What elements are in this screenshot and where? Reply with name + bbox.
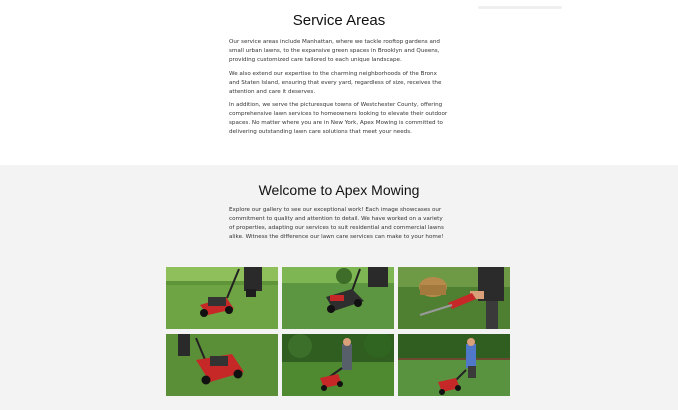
service-areas-section — [0, 0, 678, 165]
gallery-image-2[interactable] — [282, 267, 394, 329]
lawn-mower-photo — [282, 267, 394, 329]
lawn-mower-photo — [166, 267, 278, 329]
service-areas-paragraph-3: In addition, we serve the picturesque towns of Westchester County, offering comprehensive lawn services to homeowners looking to elevate their outdoor spaces. No matter where you are in New York, Apex Mowing is committed to delivering outstanding lawn care solutions that meet your needs. — [229, 102, 448, 135]
gallery-image-4[interactable] — [166, 334, 278, 396]
scroll-hint-bar — [478, 6, 562, 9]
gallery-intro: Explore our gallery to see our exceptional work! Each image showcases our commitment to quality and attention to detail. We have worked on a variety of properties, adapting our services to suit residential and commercial lawns alike. Witness the difference our lawn care services can make to your home! — [229, 207, 444, 240]
lawn-mower-photo — [282, 334, 394, 396]
gallery-image-1[interactable] — [166, 267, 278, 329]
gallery-image-5[interactable] — [282, 334, 394, 396]
service-areas-paragraph-1: Our service areas include Manhattan, where we tackle rooftop gardens and small urban lawns, to the expansive green spaces in Brooklyn and Queens, providing customized care tailored to each unique landscape. — [229, 39, 440, 63]
gallery-image-6[interactable] — [398, 334, 510, 396]
lawn-mower-photo — [166, 334, 278, 396]
gallery-grid — [166, 267, 510, 396]
gallery-image-3[interactable] — [398, 267, 510, 329]
hedge-trimmer-photo — [398, 267, 510, 329]
service-areas-title: Service Areas — [292, 12, 386, 29]
gallery-title: Welcome to Apex Mowing — [258, 182, 420, 198]
lawn-mower-photo — [398, 334, 510, 396]
service-areas-paragraph-2: We also extend our expertise to the charming neighborhoods of the Bronx and Staten Island, ensuring that every yard, regardless of size, receives the attention and care it deserves. — [229, 71, 442, 95]
